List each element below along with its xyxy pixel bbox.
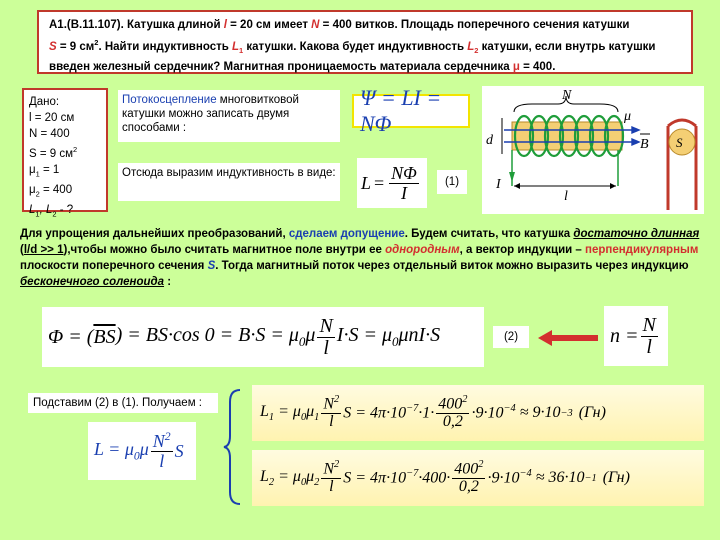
curly-brace-icon [222,388,244,506]
equation-label-2: (2) [493,326,529,348]
result-L2: $L_2 = \mu_0\mu_2$ $\frac{N^2}{l}$ $S = 4\pi\cdot 10^{-7}\cdot 400\cdot$ $\frac{400^2}{0,2}$ $\cdot 9\cdot 10^{-4}$ ≈ 36·10 −1 (Гн) [252,450,704,506]
general-inductance-formula: $L = \mu_0\mu$ $\frac{N^2}{l}$ S [88,422,196,480]
current-arrow [509,172,515,182]
solenoid-svg [482,86,704,214]
n-formula: n = $\frac{N}{l}$ [604,306,668,366]
assumption-paragraph: Для упрощения дальнейших преобразований, сделаем допущение. Будем считать, что катушка достаточно длинная (l/d >> 1),чтобы можно было считать магнитное поле внутри ее однородным, а вектор индукции – перпендикулярным плоскости поперечного сечения S. Тогда магнитный поток через отдельный виток можно выразить через индукцию бесконечного соленоида : [20,228,700,288]
label-B: B [640,137,649,152]
result-L1: $L_1 = \mu_0\mu_1$ $\frac{N^2}{l}$ $S = 4\pi\cdot 10^{-7}\cdot 1\cdot$ $\frac{400^2}{0,2}$ $\cdot 9\cdot 10^{-4}$ ≈ 9·10 −3 (Гн) [252,385,704,441]
inductance-note: Отсюда выразим индуктивность в виде: [118,163,340,201]
label-S: S [676,135,683,150]
flux-via-B-formula: Φ = ( $\overline{BS}$ ) = BS·cos $0 = B\cdot S = \mu_0\mu$ $\frac{N}{l}$ $I\cdot S = \mu_0\mu nI\cdot S$ [42,307,484,367]
flux-note: Потокосцепление многовитковой катушки можно записать двумя способами : [118,90,340,142]
label-I: I [496,177,501,192]
flux-equation: Ψ = LI = NΦ [352,94,470,128]
label-d: d [486,133,493,148]
problem-statement: А1.(В.11.107). Катушка длиной l = 20 см имеет N = 400 витков. Площадь поперечного сечения катушки S = 9 $см^2$. Найти индуктивность $L_1$ катушки. Какова будет индуктивность $L_2$ катушки, если внутрь катушки введен железный сердечник? Магнитная проницаемость материала сердечника μ = 400. [37,10,693,74]
label-mu: μ [624,109,632,124]
label-N: N [562,88,572,103]
given-box: Дано: l = 20 см N = 400 S = 9 $см^2$ $\mu_1 = 1$ $\mu_2 = 400$ $L_1$, $L_2$ - ? [22,88,108,212]
arrow-left-icon [538,328,598,348]
solenoid-diagram [482,86,704,214]
substitute-note: Подставим (2) в (1). Получаем : [28,393,218,413]
equation-label-1: (1) [437,170,467,194]
label-l: l [564,189,568,204]
inductance-formula: L = $\frac{N\Phi}{I}$ [357,158,427,208]
